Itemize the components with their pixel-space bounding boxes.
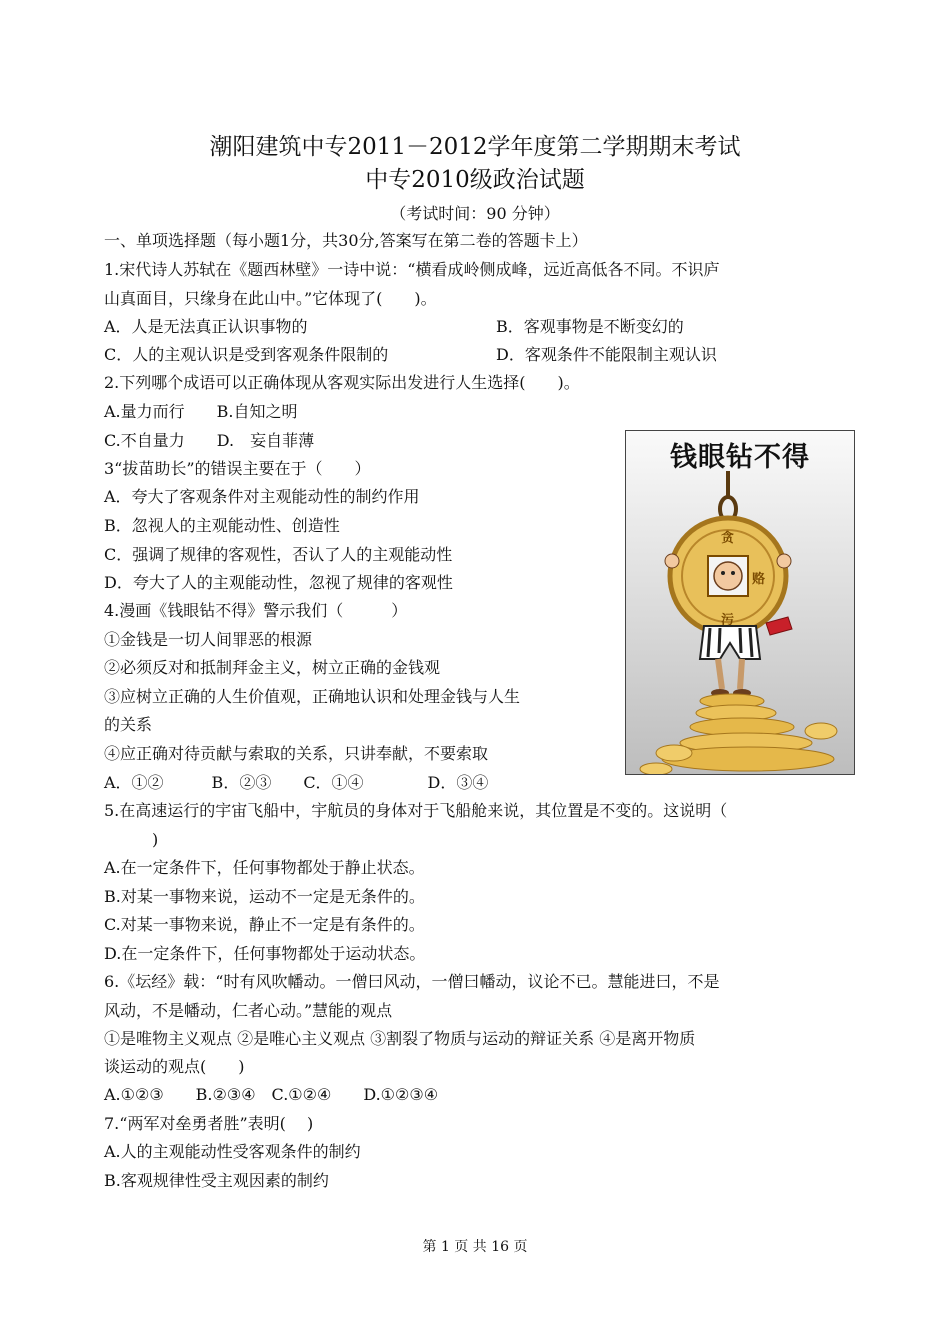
cartoon-image: [625, 430, 855, 775]
q5-option-a: A.在一定条件下，任何事物都处于静止状态。: [104, 858, 425, 877]
q7-stem: 7.“两军对垒勇者胜”表明( ): [104, 1114, 314, 1133]
coin-label-top: 贪: [721, 531, 735, 546]
q1-option-b: B．客观事物是不断变幻的: [496, 317, 684, 336]
page-footer: 第 1 页 共 16 页: [422, 1239, 528, 1255]
q5-option-d: D.在一定条件下，任何事物都处于运动状态。: [104, 944, 426, 963]
q7-option-b: B.客观规律性受主观因素的制约: [104, 1171, 329, 1190]
q1-stem-line2: 山真面目，只缘身在此山中。”它体现了( )。: [104, 289, 437, 308]
q2-options-ab: A.量力而行 B.自知之明: [104, 402, 298, 421]
q1-stem-line1: 1.宋代诗人苏轼在《题西林壁》一诗中说：“横看成岭侧成峰，远近高低各不同。不识庐: [104, 260, 720, 279]
cartoon-illustration-icon: [626, 431, 854, 774]
q5-stem-line2: ): [104, 830, 159, 849]
q4-choices: A．①② B．②③ C．①④ D．③④: [104, 773, 489, 792]
coin-label-bottom: 污: [721, 613, 735, 628]
page-title: 潮阳建筑中专2011－2012学年度第二学期期末考试: [209, 134, 741, 160]
q6-stem-line2: 风动，不是幡动，仁者心动。”慧能的观点: [104, 1001, 393, 1020]
exam-time: （考试时间：90 分钟）: [390, 204, 560, 223]
q4-stem: 4.漫画《钱眼钻不得》警示我们（ ）: [104, 601, 408, 620]
q3-stem: 3“拔苗助长”的错误主要在于（ ）: [104, 459, 371, 478]
page-subtitle: 中专2010级政治试题: [365, 167, 585, 193]
q4-item-2: ②必须反对和抵制拜金主义，树立正确的金钱观: [104, 658, 441, 677]
q3-option-d: D．夸大了人的主观能动性，忽视了规律的客观性: [104, 573, 453, 592]
q5-option-b: B.对某一事物来说，运动不一定是无条件的。: [104, 887, 425, 906]
q3-option-c: C．强调了规律的客观性，否认了人的主观能动性: [104, 545, 453, 564]
q4-item-3a: ③应树立正确的人生价值观，正确地认识和处理金钱与人生: [104, 687, 521, 706]
q6-choices: A.①②③ B.②③④ C.①②④ D.①②③④: [104, 1085, 439, 1104]
q6-stem-line1: 6.《坛经》载：“时有风吹幡动。一僧曰风动，一僧曰幡动，议论不已。慧能进曰，不是: [104, 972, 720, 991]
q6-stem-line4: 谈运动的观点( ): [104, 1057, 245, 1076]
q7-option-a: A.人的主观能动性受客观条件的制约: [104, 1142, 361, 1161]
q1-option-d: D．客观条件不能限制主观认识: [496, 345, 717, 364]
q4-item-3b: 的关系: [104, 715, 153, 734]
coin-label-right: 赂: [752, 572, 766, 587]
q5-option-c: C.对某一事物来说，静止不一定是有条件的。: [104, 915, 425, 934]
q3-option-b: B．忽视人的主观能动性、创造性: [104, 516, 340, 535]
cartoon-title: 钱眼钻不得: [670, 442, 810, 473]
q2-stem: 2.下列哪个成语可以正确体现从客观实际出发进行人生选择( )。: [104, 373, 580, 392]
q4-item-1: ①金钱是一切人间罪恶的根源: [104, 630, 313, 649]
q5-stem-line1: 5.在高速运行的宇宙飞船中，宇航员的身体对于飞船舱来说，其位置是不变的。这说明（: [104, 801, 728, 820]
q4-item-4: ④应正确对待贡献与索取的关系，只讲奉献，不要索取: [104, 744, 489, 763]
q2-options-cd: C.不自量力 D. 妄自菲薄: [104, 431, 315, 450]
q6-stem-line3: ①是唯物主义观点 ②是唯心主义观点 ③割裂了物质与运动的辩证关系 ④是离开物质: [104, 1029, 696, 1048]
section-heading: 一、单项选择题（每小题1分，共30分,答案写在第二卷的答题卡上）: [104, 231, 588, 250]
q3-option-a: A．夸大了客观条件对主观能动性的制约作用: [104, 487, 420, 506]
q1-option-a: A．人是无法真正认识事物的: [104, 317, 308, 336]
q1-option-c: C．人的主观认识是受到客观条件限制的: [104, 345, 389, 364]
